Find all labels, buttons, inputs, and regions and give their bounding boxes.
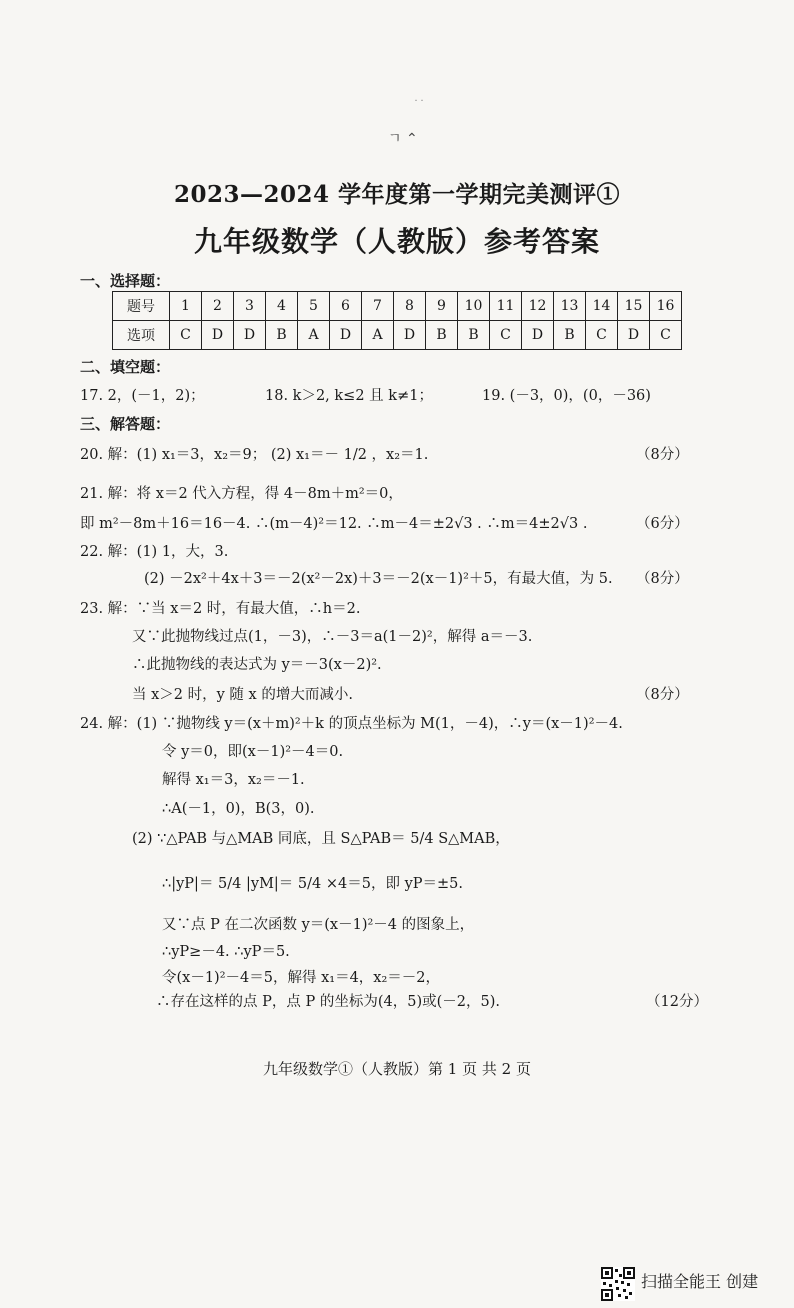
question-number-cell: 12: [522, 292, 554, 321]
answer-q24-line6: ∴|yP|＝ 5/4 |yM|＝ 5/4 ×4＝5，即 yP＝±5.: [162, 876, 464, 892]
answer-q17: 17. 2，(－1，2)；: [80, 388, 205, 404]
table-row: [113, 321, 682, 350]
question-number-cell: 7: [362, 292, 394, 321]
answer-cell: C: [586, 321, 618, 350]
scan-smudge: ㄱ ⌃: [388, 131, 418, 147]
question-number-cell: 4: [266, 292, 298, 321]
answer-cell: C: [650, 321, 682, 350]
answer-cell: B: [554, 321, 586, 350]
scanner-brand-watermark: 扫描全能王 创建: [641, 1272, 759, 1291]
answer-q24-line3: 解得 x₁＝3，x₂＝－1.: [162, 772, 305, 788]
answer-cell: D: [522, 321, 554, 350]
answer-cell: C: [170, 321, 202, 350]
section-fill-label: 二、填空题：: [80, 358, 171, 376]
answer-q24-line1: 24. 解：(1) ∵抛物线 y＝(x＋m)²＋k 的顶点坐标为 M(1，－4)，∴y＝(x－1)²－4.: [80, 716, 623, 732]
question-number-cell: 3: [234, 292, 266, 321]
question-number-cell: 2: [202, 292, 234, 321]
answer-q24-line8: ∴yP≥－4. ∴yP＝5.: [162, 944, 290, 960]
answer-cell: D: [330, 321, 362, 350]
section-choice-label: 一、选择题：: [80, 272, 171, 290]
scan-smudge: ˙˙: [413, 98, 425, 112]
question-number-cell: 16: [650, 292, 682, 321]
row-header-answer: 选项: [113, 321, 170, 350]
answer-cell: C: [490, 321, 522, 350]
score-q24: （12分）: [646, 994, 708, 1010]
answer-cell: D: [202, 321, 234, 350]
question-number-cell: 9: [426, 292, 458, 321]
answer-q21-line1: 21. 解：将 x＝2 代入方程，得 4－8m＋m²＝0，: [80, 486, 403, 502]
question-number-cell: 13: [554, 292, 586, 321]
answer-q24-line7: 又∵点 P 在二次函数 y＝(x－1)²－4 的图象上，: [162, 917, 475, 933]
answer-q20: 20. 解：(1) x₁＝3，x₂＝9； (2) x₁＝－ 1/2 ，x₂＝1.: [80, 447, 429, 463]
answer-q18: 18. k＞2, k≤2 且 k≠1；: [265, 388, 433, 404]
answer-cell: A: [362, 321, 394, 350]
section-solve-label: 三、解答题：: [80, 415, 171, 433]
answer-q23-line3: ∴此抛物线的表达式为 y＝－3(x－2)².: [132, 657, 382, 673]
table-row: [113, 292, 682, 321]
question-number-cell: 1: [170, 292, 202, 321]
answer-q24-line10: ∴存在这样的点 P，点 P 的坐标为(4，5)或(－2，5).: [156, 994, 500, 1010]
answer-cell: D: [394, 321, 426, 350]
answer-q24-line2: 令 y＝0，即(x－1)²－4＝0.: [162, 744, 344, 760]
question-number-cell: 11: [490, 292, 522, 321]
question-number-cell: 5: [298, 292, 330, 321]
document-subtitle: 九年级数学（人教版）参考答案: [193, 225, 600, 258]
score-q21: （6分）: [636, 516, 689, 532]
question-number-cell: 14: [586, 292, 618, 321]
score-q23: （8分）: [636, 687, 689, 703]
answer-q21-line2: 即 m²－8m＋16＝16－4. ∴(m－4)²＝12. ∴m－4＝±2√3 . ∴m＝4±2√3 .: [80, 516, 588, 532]
answer-q24-line5: (2) ∵△PAB 与△MAB 同底，且 S△PAB＝ 5/4 S△MAB，: [132, 831, 510, 847]
score-q22: （8分）: [636, 571, 689, 587]
answer-cell: B: [458, 321, 490, 350]
answer-q23-line2: 又∵此抛物线过点(1，－3)，∴－3＝a(1－2)²，解得 a＝－3.: [132, 629, 533, 645]
page-footer: 九年级数学①（人教版）第 1 页 共 2 页: [263, 1060, 531, 1078]
answer-cell: D: [234, 321, 266, 350]
answer-q22-line2: (2) －2x²＋4x＋3＝－2(x²－2x)＋3＝－2(x－1)²＋5，有最大值，为 5.: [144, 571, 613, 587]
answer-table: [112, 291, 682, 350]
question-number-cell: 6: [330, 292, 362, 321]
question-number-cell: 8: [394, 292, 426, 321]
qr-code-icon: [601, 1267, 635, 1301]
answer-cell: D: [618, 321, 650, 350]
answer-cell: B: [426, 321, 458, 350]
answer-cell: A: [298, 321, 330, 350]
question-number-cell: 15: [618, 292, 650, 321]
score-q20: （8分）: [636, 447, 689, 463]
answer-cell: B: [266, 321, 298, 350]
answer-q19: 19. (－3，0)，(0，－36): [482, 388, 651, 404]
answer-q23-line1: 23. 解：∵当 x＝2 时，有最大值，∴h＝2.: [80, 601, 361, 617]
answer-q24-line4: ∴A(－1，0)，B(3，0).: [162, 801, 315, 817]
document-title: 2023—2024 学年度第一学期完美测评①: [173, 181, 621, 208]
question-number-cell: 10: [458, 292, 490, 321]
answer-q22-line1: 22. 解：(1) 1，大，3.: [80, 544, 229, 560]
answer-q24-line9: 令(x－1)²－4＝5，解得 x₁＝4，x₂＝－2，: [162, 970, 441, 986]
answer-q23-line4: 当 x＞2 时，y 随 x 的增大而减小.: [132, 687, 353, 703]
row-header-number: 题号: [113, 292, 170, 321]
